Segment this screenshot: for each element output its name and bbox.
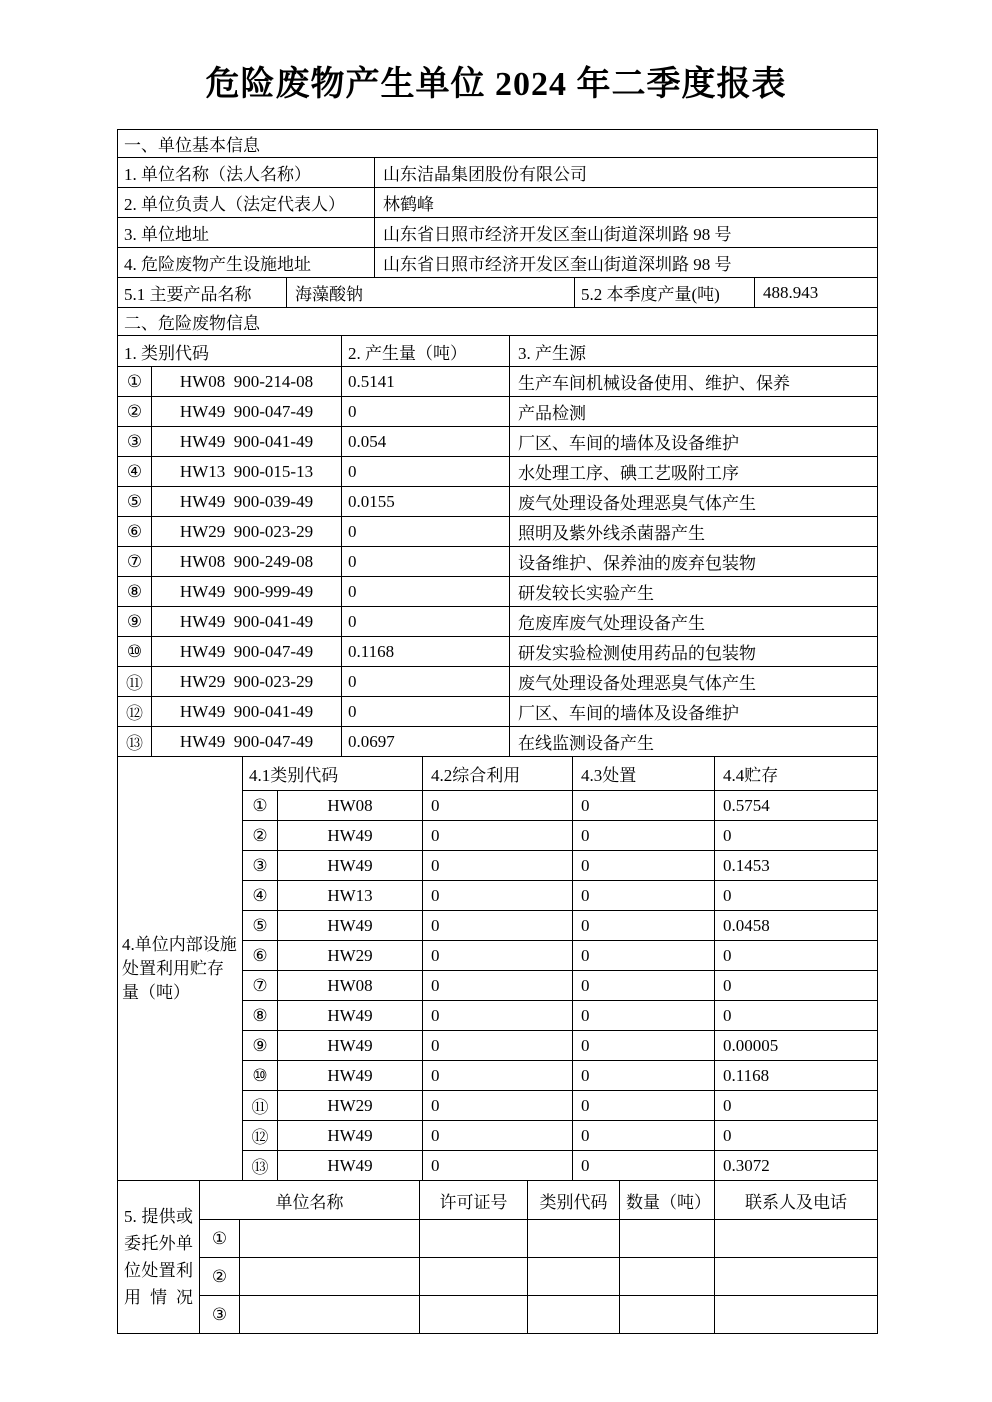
store-value: 0.1168 <box>715 1061 878 1091</box>
row-no: ⑧ <box>118 577 152 607</box>
store-value: 0 <box>715 941 878 971</box>
store-value: 0 <box>715 881 878 911</box>
store-value: 0.0458 <box>715 911 878 941</box>
hw-code: HW29 <box>278 941 423 971</box>
dispose-value: 0 <box>573 851 715 881</box>
row-no: ⑤ <box>118 487 152 517</box>
waste-amount: 0.5141 <box>342 367 510 397</box>
section4-table <box>117 756 878 1181</box>
hw-code: HW08 <box>278 971 423 1001</box>
hw-code: HW49 <box>278 851 423 881</box>
waste-code: HW08 900-214-08 <box>152 367 342 397</box>
row-no: ③ <box>200 1296 240 1334</box>
dispose-value: 0 <box>573 1001 715 1031</box>
facility-address-label: 4. 危险废物产生设施地址 <box>118 248 375 278</box>
table-row <box>118 188 878 218</box>
store-value: 0.1453 <box>715 851 878 881</box>
reuse-value: 0 <box>423 1001 573 1031</box>
store-value: 0 <box>715 1121 878 1151</box>
unit-name-cell <box>240 1220 420 1258</box>
product-name-value: 海藻酸钠 <box>287 278 575 308</box>
unit-head-value: 林鹤峰 <box>375 188 878 218</box>
facility-address-value: 山东省日照市经济开发区奎山街道深圳路 98 号 <box>375 248 878 278</box>
table-row <box>118 248 878 278</box>
waste-code: HW49 900-999-49 <box>152 577 342 607</box>
col-header-quantity: 数量（吨） <box>620 1181 715 1220</box>
col-header-4-3: 4.3处置 <box>573 757 715 791</box>
store-value: 0.3072 <box>715 1151 878 1181</box>
waste-source: 厂区、车间的墙体及设备维护 <box>510 427 878 457</box>
reuse-value: 0 <box>423 1151 573 1181</box>
section4-label: 4.单位内部设施处置利用贮存量（吨） <box>118 757 243 1181</box>
unit-address-value: 山东省日照市经济开发区奎山街道深圳路 98 号 <box>375 218 878 248</box>
reuse-value: 0 <box>423 821 573 851</box>
reuse-value: 0 <box>423 911 573 941</box>
table-row <box>118 607 878 637</box>
section1-product-table <box>117 277 878 308</box>
waste-amount: 0 <box>342 457 510 487</box>
hw-code: HW49 <box>278 1121 423 1151</box>
contact-cell <box>715 1296 878 1334</box>
dispose-value: 0 <box>573 1151 715 1181</box>
table-row <box>118 1296 878 1334</box>
waste-code: HW29 900-023-29 <box>152 517 342 547</box>
contact-cell <box>715 1220 878 1258</box>
product-name-label: 5.1 主要产品名称 <box>118 278 287 308</box>
waste-source: 产品检测 <box>510 397 878 427</box>
row-no: ⑩ <box>118 637 152 667</box>
reuse-value: 0 <box>423 1031 573 1061</box>
hw-code: HW49 <box>278 1031 423 1061</box>
waste-source: 废气处理设备处理恶臭气体产生 <box>510 667 878 697</box>
row-no: ① <box>200 1220 240 1258</box>
hw-code: HW49 <box>278 911 423 941</box>
dispose-value: 0 <box>573 1061 715 1091</box>
col-header-4-4: 4.4贮存 <box>715 757 878 791</box>
quantity-cell <box>620 1220 715 1258</box>
col-header-source: 3. 产生源 <box>510 336 878 367</box>
waste-code: HW49 900-047-49 <box>152 727 342 757</box>
table-row <box>118 697 878 727</box>
waste-code: HW49 900-047-49 <box>152 397 342 427</box>
row-no: ② <box>243 821 278 851</box>
quantity-cell <box>620 1258 715 1296</box>
waste-amount: 0.0697 <box>342 727 510 757</box>
code-cell <box>528 1296 620 1334</box>
col-header-code: 1. 类别代码 <box>118 336 342 367</box>
waste-code: HW13 900-015-13 <box>152 457 342 487</box>
table-row <box>118 218 878 248</box>
row-no: ⑩ <box>243 1061 278 1091</box>
row-no: ⑬ <box>243 1151 278 1181</box>
unit-head-label: 2. 单位负责人（法定代表人） <box>118 188 375 218</box>
waste-amount: 0 <box>342 517 510 547</box>
table-row <box>118 457 878 487</box>
waste-code: HW49 900-039-49 <box>152 487 342 517</box>
row-no: ③ <box>243 851 278 881</box>
table-row <box>118 278 878 308</box>
dispose-value: 0 <box>573 911 715 941</box>
row-no: ⑦ <box>243 971 278 1001</box>
table-header-row <box>118 1181 878 1220</box>
table-row <box>118 577 878 607</box>
code-cell <box>528 1220 620 1258</box>
dispose-value: 0 <box>573 1121 715 1151</box>
store-value: 0 <box>715 971 878 1001</box>
table-row <box>118 427 878 457</box>
section5-label: 5. 提供或委托外单位处置利用情况 <box>118 1181 200 1334</box>
waste-code: HW49 900-047-49 <box>152 637 342 667</box>
unit-name-cell <box>240 1296 420 1334</box>
hw-code: HW13 <box>278 881 423 911</box>
license-cell <box>420 1296 528 1334</box>
waste-amount: 0 <box>342 667 510 697</box>
reuse-value: 0 <box>423 971 573 1001</box>
reuse-value: 0 <box>423 1061 573 1091</box>
report-table <box>117 129 877 1334</box>
store-value: 0 <box>715 1001 878 1031</box>
store-value: 0 <box>715 1091 878 1121</box>
waste-source: 生产车间机械设备使用、维护、保养 <box>510 367 878 397</box>
dispose-value: 0 <box>573 971 715 1001</box>
col-header-license: 许可证号 <box>420 1181 528 1220</box>
license-cell <box>420 1258 528 1296</box>
table-row <box>118 397 878 427</box>
row-no: ⑪ <box>118 667 152 697</box>
waste-source: 水处理工序、碘工艺吸附工序 <box>510 457 878 487</box>
row-no: ④ <box>243 881 278 911</box>
quarter-output-label: 5.2 本季度产量(吨) <box>575 278 755 308</box>
waste-amount: 0 <box>342 577 510 607</box>
reuse-value: 0 <box>423 791 573 821</box>
dispose-value: 0 <box>573 881 715 911</box>
unit-name-value: 山东洁晶集团股份有限公司 <box>375 158 878 188</box>
row-no: ⑥ <box>243 941 278 971</box>
contact-cell <box>715 1258 878 1296</box>
section1-heading-table <box>117 129 878 158</box>
store-value: 0.00005 <box>715 1031 878 1061</box>
reuse-value: 0 <box>423 881 573 911</box>
table-row <box>118 727 878 757</box>
dispose-value: 0 <box>573 941 715 971</box>
hw-code: HW49 <box>278 1151 423 1181</box>
waste-amount: 0.0155 <box>342 487 510 517</box>
row-no: ⑨ <box>118 607 152 637</box>
dispose-value: 0 <box>573 1091 715 1121</box>
reuse-value: 0 <box>423 851 573 881</box>
waste-amount: 0 <box>342 547 510 577</box>
unit-name-label: 1. 单位名称（法人名称） <box>118 158 375 188</box>
row-no: ② <box>118 397 152 427</box>
row-no: ④ <box>118 457 152 487</box>
waste-source: 在线监测设备产生 <box>510 727 878 757</box>
dispose-value: 0 <box>573 1031 715 1061</box>
waste-code: HW49 900-041-49 <box>152 697 342 727</box>
waste-amount: 0 <box>342 397 510 427</box>
waste-code: HW29 900-023-29 <box>152 667 342 697</box>
table-row <box>118 487 878 517</box>
waste-code: HW08 900-249-08 <box>152 547 342 577</box>
table-row <box>118 637 878 667</box>
section2-table <box>117 307 878 757</box>
reuse-value: 0 <box>423 1091 573 1121</box>
waste-amount: 0.1168 <box>342 637 510 667</box>
section2-heading: 二、危险废物信息 <box>118 308 878 336</box>
waste-amount: 0.054 <box>342 427 510 457</box>
code-cell <box>528 1258 620 1296</box>
col-header-unit-name: 单位名称 <box>200 1181 420 1220</box>
col-header-code: 类别代码 <box>528 1181 620 1220</box>
waste-source: 研发较长实验产生 <box>510 577 878 607</box>
table-row <box>118 547 878 577</box>
reuse-value: 0 <box>423 1121 573 1151</box>
section1-heading: 一、单位基本信息 <box>118 130 878 158</box>
row-no: ⑤ <box>243 911 278 941</box>
col-header-contact: 联系人及电话 <box>715 1181 878 1220</box>
table-row <box>118 367 878 397</box>
row-no: ⑪ <box>243 1091 278 1121</box>
waste-source: 研发实验检测使用药品的包装物 <box>510 637 878 667</box>
table-row <box>118 1258 878 1296</box>
waste-source: 废气处理设备处理恶臭气体产生 <box>510 487 878 517</box>
table-row <box>118 158 878 188</box>
unit-address-label: 3. 单位地址 <box>118 218 375 248</box>
row-no: ① <box>118 367 152 397</box>
quarter-output-value: 488.943 <box>755 278 878 308</box>
row-no: ⑧ <box>243 1001 278 1031</box>
col-header-amount: 2. 产生量（吨） <box>342 336 510 367</box>
waste-source: 设备维护、保养油的废弃包装物 <box>510 547 878 577</box>
waste-source: 厂区、车间的墙体及设备维护 <box>510 697 878 727</box>
table-header-row <box>118 757 878 791</box>
section1-info-table <box>117 157 878 278</box>
row-no: ② <box>200 1258 240 1296</box>
reuse-value: 0 <box>423 941 573 971</box>
hw-code: HW29 <box>278 1091 423 1121</box>
hw-code: HW08 <box>278 791 423 821</box>
waste-amount: 0 <box>342 607 510 637</box>
hw-code: HW49 <box>278 821 423 851</box>
waste-code: HW49 900-041-49 <box>152 427 342 457</box>
row-no: ⑥ <box>118 517 152 547</box>
table-row <box>118 517 878 547</box>
quantity-cell <box>620 1296 715 1334</box>
license-cell <box>420 1220 528 1258</box>
row-no: ③ <box>118 427 152 457</box>
dispose-value: 0 <box>573 821 715 851</box>
waste-source: 照明及紫外线杀菌器产生 <box>510 517 878 547</box>
table-row <box>118 1220 878 1258</box>
hw-code: HW49 <box>278 1061 423 1091</box>
waste-amount: 0 <box>342 697 510 727</box>
table-header-row <box>118 336 878 367</box>
row-no: ⑬ <box>118 727 152 757</box>
col-header-4-2: 4.2综合利用 <box>423 757 573 791</box>
row-no: ⑫ <box>118 697 152 727</box>
waste-code: HW49 900-041-49 <box>152 607 342 637</box>
section5-table <box>117 1180 878 1334</box>
dispose-value: 0 <box>573 791 715 821</box>
waste-source: 危废库废气处理设备产生 <box>510 607 878 637</box>
col-header-4-1: 4.1类别代码 <box>243 757 423 791</box>
row-no: ① <box>243 791 278 821</box>
unit-name-cell <box>240 1258 420 1296</box>
row-no: ⑫ <box>243 1121 278 1151</box>
row-no: ⑦ <box>118 547 152 577</box>
hw-code: HW49 <box>278 1001 423 1031</box>
row-no: ⑨ <box>243 1031 278 1061</box>
table-row <box>118 667 878 697</box>
store-value: 0 <box>715 821 878 851</box>
page-title: 危险废物产生单位 2024 年二季度报表 <box>205 66 787 103</box>
store-value: 0.5754 <box>715 791 878 821</box>
